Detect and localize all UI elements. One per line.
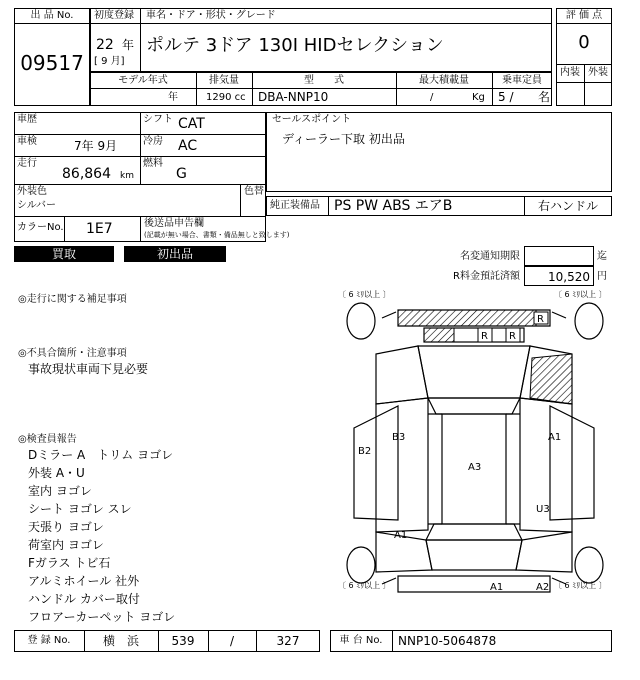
sales-point-text: ディーラー下取 初出品 (282, 132, 405, 146)
fuel-label: 燃料 (143, 158, 163, 169)
damage-mark-r: R (481, 331, 488, 342)
registration-label: 登 録 No. (27, 635, 71, 646)
color-change-label: 色替 (244, 186, 264, 197)
mileage-label: 走行 (17, 158, 37, 169)
inspector-item: Dミラー A トリム ヨゴレ (28, 448, 174, 462)
recycle-value: 10,520 (548, 270, 590, 284)
rating-label: 評 価 点 (565, 10, 603, 21)
purchase-badge: 買取 (14, 246, 114, 262)
tire-rear-right (575, 547, 603, 583)
tire-rear-left (347, 547, 375, 583)
model-year-unit: 年 (168, 92, 178, 103)
history-label: 車歴 (17, 114, 37, 125)
shift-value: CAT (178, 116, 205, 132)
damage-mark-a3: A3 (468, 462, 482, 473)
inspection-value: 7年 9月 (74, 139, 118, 153)
chassis-number: NNP10-5064878 (398, 634, 497, 648)
tire-depth-rear-left: 〔 6 ﾐﾘ以上 〕 (338, 581, 391, 590)
damage-mark-u3: U3 (536, 504, 550, 515)
model-type: DBA-NNP10 (258, 90, 329, 104)
inspector-item: ハンドル カバー取付 (28, 592, 140, 606)
chassis-label: 車 台 No. (339, 635, 383, 646)
tire-depth-front-right: 〔 6 ﾐﾘ以上 〕 (554, 290, 607, 299)
inspector-item: 外装 A・U (28, 466, 85, 480)
model-type-label: 型 式 (304, 75, 344, 86)
ac-value: AC (178, 138, 198, 154)
damage-mark-a1-rear: A1 (490, 582, 504, 593)
equipment-value: PS PW ABS エアB (334, 198, 453, 214)
steering-value: 右ハンドル (537, 199, 598, 213)
aftermarket-note: (記載が無い場合、書類・備品無しと致します) (144, 231, 290, 239)
damage-mark-a2: A2 (536, 582, 550, 593)
inspector-item: アルミホイール 社外 (28, 574, 140, 588)
damage-mark-b3: B3 (392, 432, 406, 443)
inspector-item: Fガラス トビ石 (28, 556, 111, 570)
max-load-unit: Kg (472, 92, 485, 103)
capacity-label: 乗車定員 (502, 75, 542, 86)
damage-mark-r: R (537, 314, 544, 325)
hood (418, 346, 530, 398)
tire-front-left (347, 303, 375, 339)
registration-class: 539 (171, 634, 195, 648)
registration-kana: / (229, 634, 235, 648)
tire-front-right (575, 303, 603, 339)
windshield (428, 398, 520, 414)
registration-year-unit: 年 (122, 38, 135, 52)
capacity-unit: 名 (538, 90, 551, 104)
defects-title: ◎不具合箇所・注意事項 (18, 348, 127, 359)
shift-label: シフト (143, 114, 173, 125)
max-load: / (430, 92, 434, 103)
mileage-value: 86,864 (62, 166, 111, 182)
color-value: シルバー (17, 200, 57, 211)
tire-depth-rear-right: 〔 6 ﾐﾘ以上 〕 (554, 581, 607, 590)
interior-label: 内装 (560, 67, 580, 78)
damage-mark-r: R (509, 331, 516, 342)
tire-depth-front-left: 〔 6 ﾐﾘ以上 〕 (338, 290, 391, 299)
left-front-fender (376, 346, 428, 404)
inspector-item: 荷室内 ヨゴレ (28, 538, 104, 552)
inspector-item: フロアーカーペット ヨゴレ (28, 610, 176, 624)
lot-number-label: 出 品 No. (30, 10, 74, 21)
inspection-label: 車検 (17, 136, 37, 147)
front-bumper-damage (398, 310, 536, 326)
exterior-label: 外装 (588, 67, 608, 78)
registration-number: 327 (276, 634, 300, 648)
color-no-label: カラーNo. (17, 222, 64, 233)
inspector-title: ◎検査員報告 (18, 434, 77, 445)
rear-bumper (398, 576, 550, 592)
inspector-item: 天張り ヨゴレ (28, 520, 104, 534)
recycle-label: R料金預託済額 (453, 271, 520, 282)
damage-mark-a1-front: A1 (548, 432, 562, 443)
lot-number: 09517 (20, 51, 84, 75)
car-name: ポルテ 3ドア 130I HIDセレクション (146, 35, 444, 56)
name-change-label: 名変通知期限 (460, 251, 520, 262)
rear-hatch (426, 540, 522, 570)
rear-window (426, 524, 522, 540)
left-side-panel (376, 398, 428, 532)
ac-label: 冷房 (143, 136, 163, 147)
registration-area: 横 浜 (102, 634, 139, 648)
damage-mark-b2: B2 (358, 446, 372, 457)
capacity: 5 / (498, 90, 514, 104)
mileage-unit: km (120, 171, 134, 181)
max-load-label: 最大積載量 (419, 75, 469, 86)
sales-point-label: セールスポイント (272, 114, 352, 125)
front-grille-damage (424, 328, 454, 342)
color-no-value: 1E7 (86, 221, 113, 237)
right-fender-damage (530, 354, 572, 404)
name-change-field (524, 246, 594, 266)
car-damage-diagram (336, 288, 612, 600)
registration-year: 22 (96, 37, 114, 53)
first-registration-label: 初度登録 (94, 10, 134, 21)
fuel-value: G (176, 166, 187, 182)
color-label: 外装色 (17, 186, 47, 197)
displacement-label: 排気量 (209, 75, 239, 86)
car-name-label: 車名・ドア・形状・グレード (146, 10, 276, 21)
defects-text: 事故現状車両下見必要 (28, 362, 149, 376)
model-year-label: モデル年式 (118, 75, 168, 86)
damage-mark-a1-left: A1 (394, 530, 408, 541)
inspector-item: シート ヨゴレ スレ (28, 502, 132, 516)
equipment-label: 純正装備品 (270, 200, 320, 211)
driving-notes-title: ◎走行に関する補足事項 (18, 294, 127, 305)
registration-month: [ 9 月] (94, 56, 125, 67)
aftermarket-label: 後送品申告欄 (144, 218, 204, 229)
name-change-unit: 迄 (597, 251, 607, 262)
inspector-item: 室内 ヨゴレ (28, 484, 92, 498)
first-listing-badge: 初出品 (124, 246, 226, 262)
recycle-unit: 円 (597, 271, 607, 282)
displacement: 1290 cc (206, 92, 246, 103)
rating-score: 0 (578, 32, 590, 53)
